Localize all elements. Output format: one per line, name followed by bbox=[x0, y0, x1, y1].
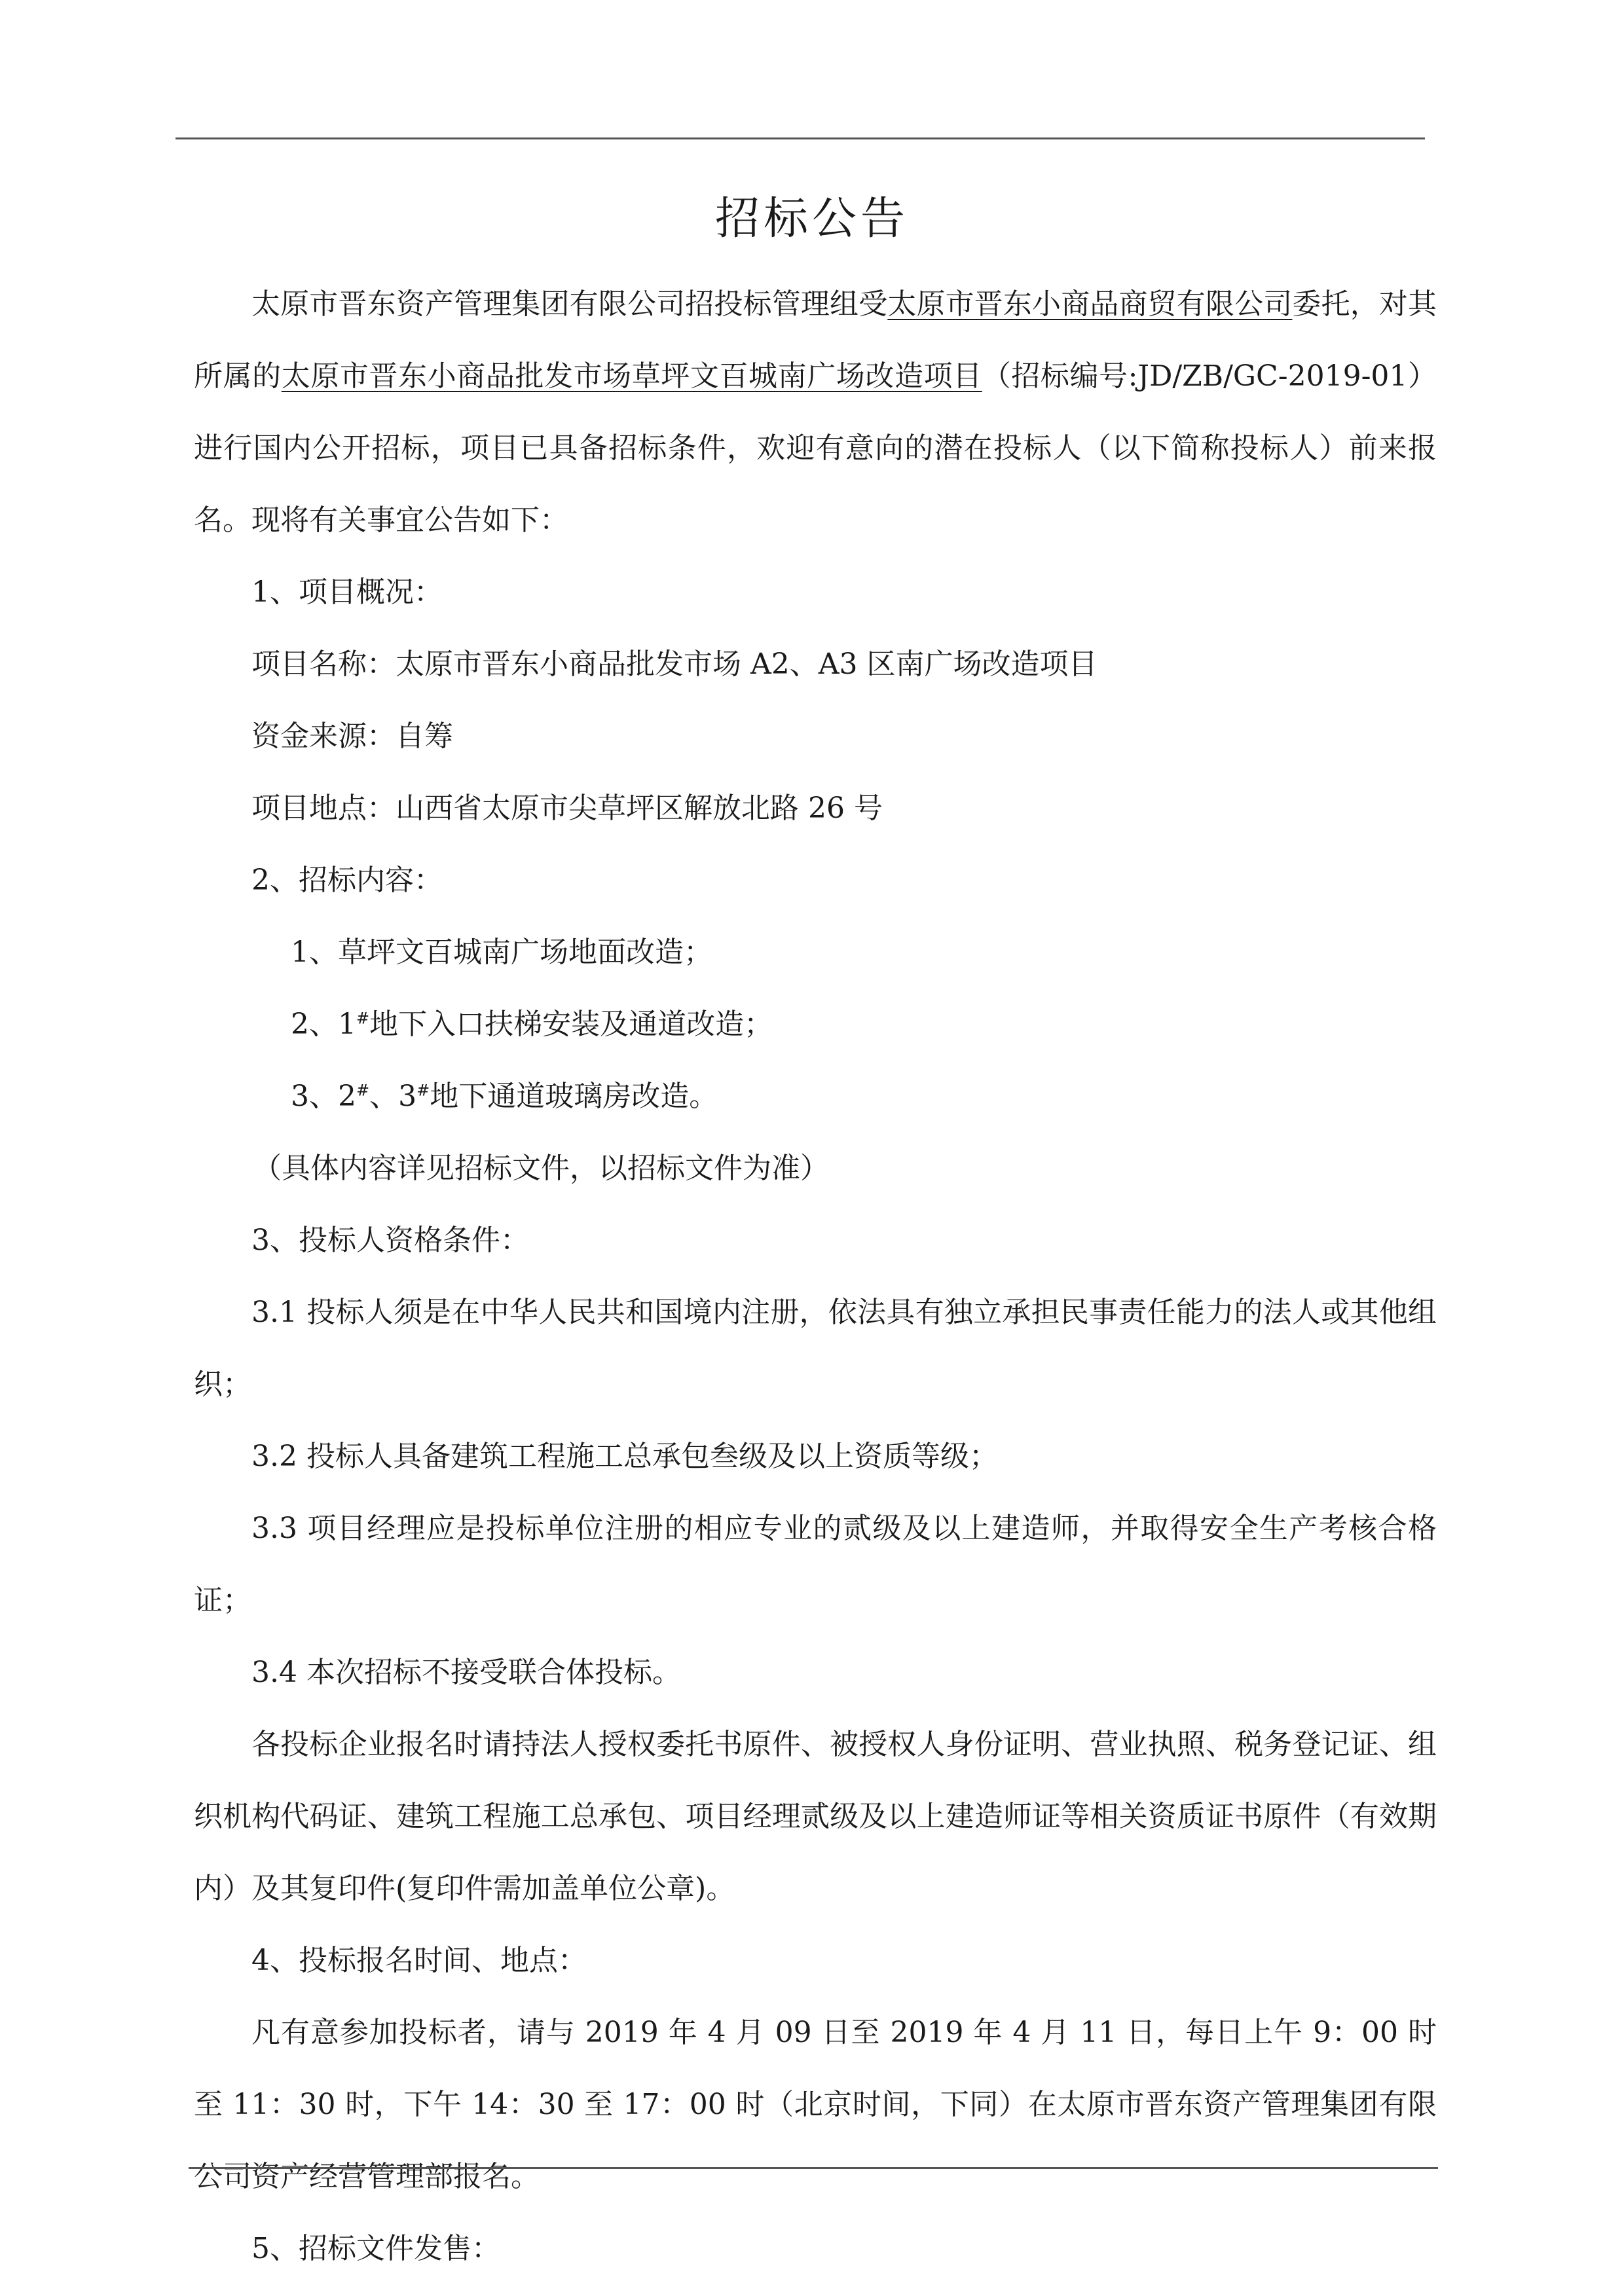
section-4-heading: 4、投标报名时间、地点： bbox=[251, 1944, 587, 1977]
intro-text-2: 委托，对其所属的 bbox=[194, 287, 1437, 393]
document-title: 招标公告 bbox=[714, 193, 909, 245]
section-3-heading: 3、投标人资格条件： bbox=[251, 1224, 529, 1257]
header-rule bbox=[175, 137, 1425, 139]
intro-text-1: 太原市晋东资产管理集团有限公司招投标管理组受 bbox=[251, 287, 888, 321]
registration-details: 凡有意参加投标者，请与 2019 年 4 月 09 日至 2019 年 4 月 11 日，每日上午 9：00 时至 11：30 时，下午 14：30 至 17：00 时（北京时间，下同）在太原市晋东资产管理集团有限公司资产经营管理部报名。 bbox=[194, 2016, 1437, 2193]
qualification-3-2: 3.2 投标人具备建筑工程施工总承包叁级及以上资质等级； bbox=[251, 1440, 998, 1473]
project-name: 太原市晋东小商品批发市场草坪文百城南广场改造项目 bbox=[281, 359, 982, 393]
intro-paragraph bbox=[194, 268, 1437, 556]
document-body bbox=[194, 268, 1437, 2285]
scope-note: （具体内容详见招标文件，以招标文件为准） bbox=[253, 1152, 829, 1185]
scope-item-1: 1、草坪文百城南广场地面改造； bbox=[291, 936, 712, 969]
client-name: 太原市晋东小商品商贸有限公司 bbox=[887, 287, 1293, 321]
qualification-3-3: 3.3 项目经理应是投标单位注册的相应专业的贰级及以上建造师，并取得安全生产考核合格证； bbox=[194, 1512, 1437, 1617]
section-5-heading: 5、招标文件发售： bbox=[251, 2232, 500, 2265]
project-location-line: 项目地点：山西省太原市尖草坪区解放北路 26 号 bbox=[251, 792, 883, 825]
required-documents: 各投标企业报名时请持法人授权委托书原件、被授权人身份证明、营业执照、税务登记证、组织机构代码证、建筑工程施工总承包、项目经理贰级及以上建造师证等相关资质证书原件（有效期内）及其复印件(复印件需加盖单位公章)。 bbox=[194, 1728, 1437, 1905]
scope-item-2: 2、1#地下入口扶梯安装及通道改造； bbox=[291, 1008, 773, 1041]
project-name-line: 项目名称：太原市晋东小商品批发市场 A2、A3 区南广场改造项目 bbox=[251, 647, 1098, 681]
scope-item-3: 3、2#、3#地下通道玻璃房改造。 bbox=[291, 1080, 718, 1113]
qualification-3-1: 3.1 投标人须是在中华人民共和国境内注册，依法具有独立承担民事责任能力的法人或其他组织； bbox=[194, 1296, 1437, 1401]
section-2-heading: 2、招标内容： bbox=[251, 864, 443, 897]
footer-rule bbox=[189, 2167, 1438, 2169]
intro-text-3: （招标编号:JD/ZB/GC-2019-01）进行国内公开招标，项目已具备招标条件，欢迎有意向的潜在投标人（以下简称投标人）前来报名。现将有关事宜公告如下： bbox=[194, 359, 1437, 537]
section-1-heading: 1、项目概况： bbox=[251, 575, 443, 609]
fund-source-line: 资金来源：自筹 bbox=[251, 720, 453, 753]
qualification-3-4: 3.4 本次招标不接受联合体投标。 bbox=[251, 1656, 681, 1689]
